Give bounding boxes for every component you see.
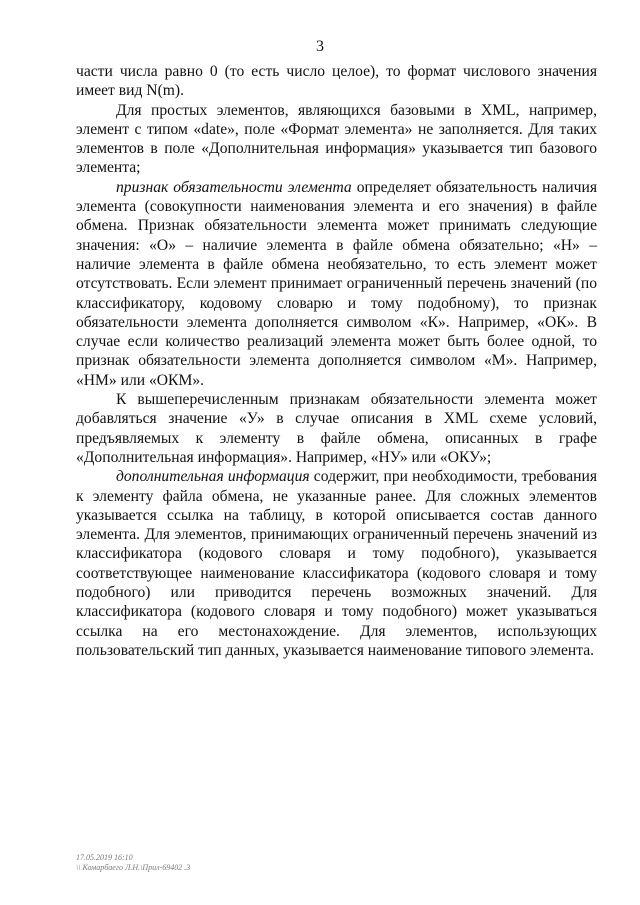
document-footer — [76, 853, 190, 873]
paragraph-simple-elements: Для простых элементов, являющихся базовыми в XML, например, элемент с типом «date», поле «Формат элемента» не заполняется. Для таких элементов в поле «Дополнительная информация» указывается тип базового элемента; — [76, 101, 597, 177]
footer-timestamp: 17.05.2019 16:10 — [76, 853, 133, 862]
paragraph-additional-info — [76, 467, 597, 660]
paragraph-text: определяет обязательность наличия элемента (совокупности наименования элемента и его значения) в файле обмена. Признак обязательности элемента может принимать следующие значения: «О» – наличие элемента в файле обмена обязательно; «Н» – наличие элемента в файле обмена необязательно, то есть элемент может отсутствовать. Если элемент принимает ограниченный перечень значений (по классификатору, кодовому словарю и тому подобному), то признак обязательности элемента дополняется символом «К». Например, «ОК». В случае если количество реализаций элемента может быть более одной, то признак обязательности элемента дополняется символом «М». Например, «НМ» или «ОКМ». — [76, 178, 597, 389]
footer-file-path: \\ Комарбаего Л.Н.\Прил-69402 .3 — [76, 863, 191, 872]
paragraph-conditions: К вышеперечисленным признакам обязательности элемента может добавляться значение «У» в случае описания в XML схеме условий, предъявляемых к элементу в файле обмена, описанных в графе «Дополнительная информация». Например, «НУ» или «ОКУ»; — [76, 391, 597, 466]
document-body — [76, 62, 597, 660]
paragraph-mandatory-attribute — [76, 178, 597, 390]
paragraph-text: содержит, при необходимости, требования к элементу файла обмена, не указанные ранее. Для сложных элементов указывается ссылка на таблицу, в которой описывается состав данного элемента. Для элементов, принимающих ограниченный перечень значений из классификатора (кодового словаря и тому подобного), указывается соответствующее наименование классификатора (кодового словаря и тому подобного) или приводится перечень возможных значений. Для классификатора (кодового словаря и тому подобного) может указываться ссылка на его местонахождение. Для элементов, использующих пользовательский тип данных, указывается наименование типового элемента. — [76, 468, 597, 659]
term-mandatory-attribute: признак обязательности элемента — [116, 178, 352, 196]
page-number: 3 — [316, 38, 324, 55]
paragraph-format-continuation: части числа равно 0 (то есть число целое), то формат числового значения имеет вид N(m). — [76, 63, 597, 100]
term-additional-info: дополнительная информация — [116, 468, 310, 486]
